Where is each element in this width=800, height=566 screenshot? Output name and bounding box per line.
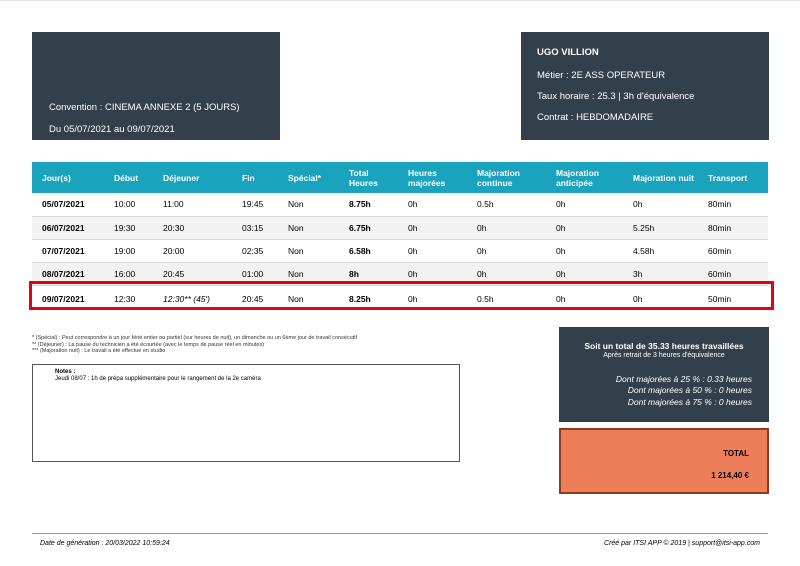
cell-majoration-nuit: 0h [623, 285, 698, 313]
notes-box [32, 364, 460, 462]
cell-debut: 16:00 [104, 262, 153, 285]
cell-heures-majorees: 0h [398, 216, 467, 239]
cell-special: Non [278, 262, 339, 285]
summary-majorees-25: Dont majorées à 25 % : 0.33 heures [615, 374, 752, 384]
cell-jour: 08/07/2021 [32, 262, 104, 285]
cell-majoration-anticipee: 0h [546, 262, 623, 285]
header-heures-majorees: Heures majorées [398, 162, 467, 193]
cell-debut: 10:00 [104, 193, 153, 216]
employee-box [521, 32, 769, 140]
cell-majoration-nuit: 5.25h [623, 216, 698, 239]
cell-majoration-continue: 0h [467, 262, 546, 285]
table-row-highlighted [32, 285, 768, 313]
cell-dejeuner: 12:30** (45') [153, 285, 232, 313]
cell-fin: 03:15 [232, 216, 278, 239]
employee-metier: Métier : 2E ASS OPERATEUR [537, 70, 666, 81]
cell-transport: 80min [698, 193, 768, 216]
cell-majoration-nuit: 3h [623, 262, 698, 285]
cell-fin: 20:45 [232, 285, 278, 313]
cell-majoration-anticipee: 0h [546, 285, 623, 313]
cell-special: Non [278, 239, 339, 262]
footer-credits: Créé par ITSI APP © 2019 | support@itsi-app.com [604, 540, 760, 547]
header-majoration-continue: Majoration continue [467, 162, 546, 193]
table-row [32, 216, 768, 239]
cell-majoration-anticipee: 0h [546, 193, 623, 216]
convention-dates: Du 05/07/2021 au 09/07/2021 [49, 124, 175, 135]
cell-debut: 19:30 [104, 216, 153, 239]
cell-heures-majorees: 0h [398, 285, 467, 313]
cell-jour: 07/07/2021 [32, 239, 104, 262]
header-jour: Jour(s) [32, 162, 104, 193]
cell-total-heures: 6.58h [339, 239, 398, 262]
cell-heures-majorees: 0h [398, 193, 467, 216]
header-fin: Fin [232, 162, 278, 193]
header-majoration-anticipee: Majoration anticipée [546, 162, 623, 193]
cell-total-heures: 8h [339, 262, 398, 285]
cell-majoration-continue: 0.5h [467, 285, 546, 313]
footnote-special: * (Spécial) : Peut correspondre à un jour férié entier ou partiel (sur heures de nuit), un dimanche ou un 6ème jour de travail consécutif [32, 335, 357, 341]
footer-divider [32, 533, 768, 534]
cell-heures-majorees: 0h [398, 239, 467, 262]
cell-majoration-anticipee: 0h [546, 216, 623, 239]
footnote-nuit: *** (Majoration nuit) : Le travail a été effectué en studio [32, 348, 166, 354]
cell-special: Non [278, 285, 339, 313]
cell-fin: 19:45 [232, 193, 278, 216]
cell-majoration-anticipee: 0h [546, 239, 623, 262]
cell-majoration-continue: 0.5h [467, 193, 546, 216]
cell-transport: 50min [698, 285, 768, 313]
header-transport: Transport [698, 162, 768, 193]
convention-name: Convention : CINEMA ANNEXE 2 (5 JOURS) [49, 102, 240, 113]
cell-transport: 60min [698, 262, 768, 285]
table-row [32, 193, 768, 216]
cell-dejeuner: 11:00 [153, 193, 232, 216]
cell-debut: 19:00 [104, 239, 153, 262]
summary-total-hours: Soit un total de 35.33 heures travaillées [584, 341, 744, 351]
cell-jour: 05/07/2021 [32, 193, 104, 216]
employee-contrat: Contrat : HEBDOMADAIRE [537, 112, 654, 123]
cell-dejeuner: 20:45 [153, 262, 232, 285]
summary-majorees-50: Dont majorées à 50 % : 0 heures [627, 385, 752, 395]
table-row [32, 262, 768, 285]
cell-total-heures: 8.75h [339, 193, 398, 216]
cell-jour: 06/07/2021 [32, 216, 104, 239]
page-top-line [0, 0, 800, 1]
table-row [32, 239, 768, 262]
header-total-heures: Total Heures [339, 162, 398, 193]
cell-majoration-continue: 0h [467, 216, 546, 239]
cell-special: Non [278, 193, 339, 216]
hours-summary-box [559, 327, 769, 422]
footnote-dejeuner: ** (Déjeuner) : La pause du technicien a été écourtée (avec le temps de pause réel en minutes) [32, 341, 265, 348]
footer-generation-date: Date de génération : 20/03/2022 10:59:24 [40, 540, 170, 547]
summary-majorees-75: Dont majorées à 75 % : 0 heures [627, 397, 752, 407]
cell-heures-majorees: 0h [398, 262, 467, 285]
cell-majoration-nuit: 0h [623, 193, 698, 216]
cell-transport: 80min [698, 216, 768, 239]
notes-title: Notes : [55, 369, 76, 375]
cell-majoration-nuit: 4.58h [623, 239, 698, 262]
cell-fin: 02:35 [232, 239, 278, 262]
employee-name: UGO VILLION [537, 47, 599, 58]
cell-dejeuner: 20:30 [153, 216, 232, 239]
total-label: TOTAL [723, 449, 749, 458]
cell-majoration-continue: 0h [467, 239, 546, 262]
table-header-row [32, 162, 768, 193]
cell-dejeuner: 20:00 [153, 239, 232, 262]
cell-fin: 01:00 [232, 262, 278, 285]
hours-table [32, 162, 768, 313]
cell-total-heures: 8.25h [339, 285, 398, 313]
cell-jour: 09/07/2021 [32, 285, 104, 313]
summary-equivalence: Après retrait de 3 heures d'équivalence [603, 352, 725, 359]
cell-special: Non [278, 216, 339, 239]
employee-taux: Taux horaire : 25.3 | 3h d'équivalence [537, 91, 695, 102]
cell-debut: 12:30 [104, 285, 153, 313]
notes-body: Jeudi 08/07 : 1h de prépa supplémentaire pour le rangement de la 2e caméra [55, 376, 261, 382]
total-box [559, 428, 769, 494]
header-majoration-nuit: Majoration nuit [623, 162, 698, 193]
header-special: Spécial* [278, 162, 339, 193]
total-amount: 1 214,40 € [711, 471, 749, 480]
cell-transport: 60min [698, 239, 768, 262]
convention-box [32, 32, 280, 140]
header-dejeuner: Déjeuner [153, 162, 232, 193]
header-debut: Début [104, 162, 153, 193]
cell-total-heures: 6.75h [339, 216, 398, 239]
footnotes [32, 335, 357, 355]
